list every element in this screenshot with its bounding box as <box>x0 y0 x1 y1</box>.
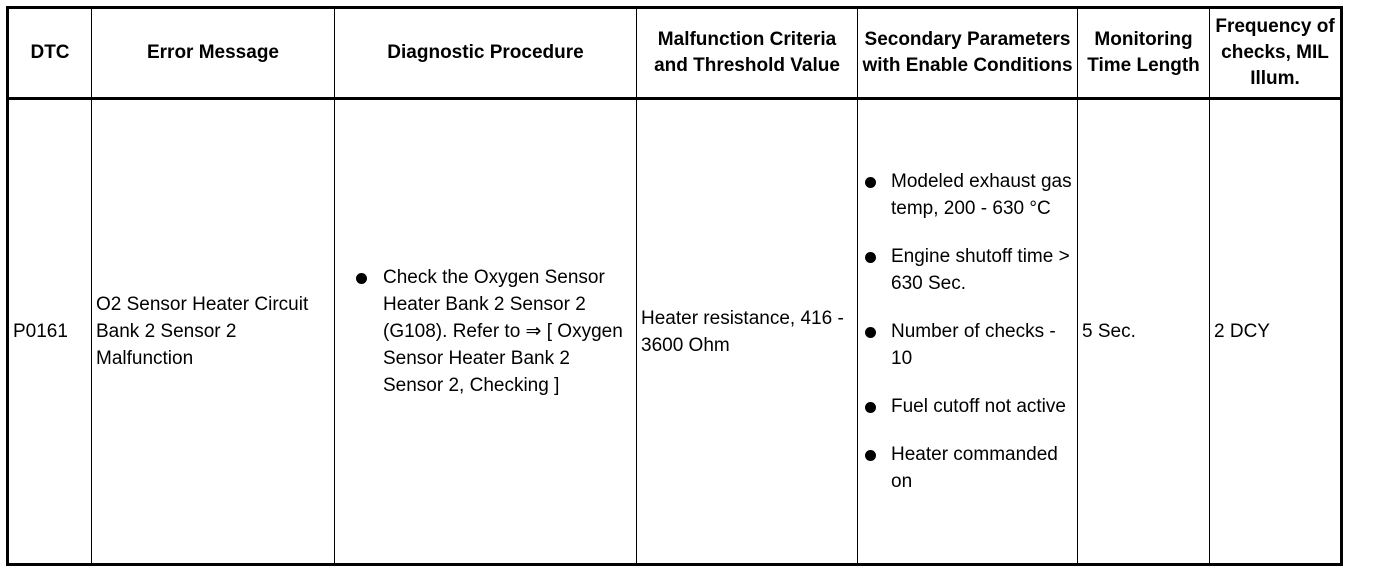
procedure-list <box>339 264 632 399</box>
cell-malfunction-criteria: Heater resistance, 416 - 3600 Ohm <box>637 99 858 565</box>
cell-diagnostic-procedure <box>335 99 637 565</box>
bullet-icon <box>865 252 876 263</box>
bullet-icon <box>865 177 876 188</box>
list-item <box>862 168 1073 222</box>
secondary-parameters-list <box>862 168 1073 495</box>
secondary-parameter-text: Fuel cutoff not active <box>891 396 1066 417</box>
list-item <box>862 393 1073 420</box>
dtc-table <box>6 6 1343 566</box>
header-malfunction-criteria: Malfunction Criteria and Threshold Value <box>637 8 858 99</box>
procedure-text: Check the Oxygen Sensor Heater Bank 2 Sensor 2 (G108). Refer to ⇒ [ Oxygen Sensor Heater Bank 2 Sensor 2, Checking ] <box>383 267 623 396</box>
cell-secondary-parameters <box>858 99 1078 565</box>
cell-error-message: O2 Sensor Heater Circuit Bank 2 Sensor 2 Malfunction <box>92 99 335 565</box>
secondary-parameter-text: Modeled exhaust gas temp, 200 - 630 °C <box>891 171 1072 219</box>
header-row <box>8 8 1342 99</box>
header-secondary-parameters: Secondary Parameters with Enable Conditions <box>858 8 1078 99</box>
bullet-icon <box>865 402 876 413</box>
table-row <box>8 99 1342 565</box>
list-item <box>862 318 1073 372</box>
table-body <box>8 99 1342 565</box>
cell-monitoring-time: 5 Sec. <box>1078 99 1210 565</box>
secondary-parameter-text: Engine shutoff time > 630 Sec. <box>891 246 1070 294</box>
bullet-icon <box>865 450 876 461</box>
bullet-icon <box>356 273 367 284</box>
header-frequency: Frequency of checks, MIL Illum. <box>1210 8 1342 99</box>
header-error-message: Error Message <box>92 8 335 99</box>
secondary-parameter-text: Number of checks - 10 <box>891 321 1056 369</box>
list-item <box>862 243 1073 297</box>
list-item <box>862 441 1073 495</box>
bullet-icon <box>865 327 876 338</box>
cell-dtc: P0161 <box>8 99 92 565</box>
secondary-parameter-text: Heater commanded on <box>891 444 1058 492</box>
procedure-item <box>339 264 632 399</box>
table-header <box>8 8 1342 99</box>
cell-frequency: 2 DCY <box>1210 99 1342 565</box>
header-monitoring-time: Monitoring Time Length <box>1078 8 1210 99</box>
header-diagnostic-procedure: Diagnostic Procedure <box>335 8 637 99</box>
header-dtc: DTC <box>8 8 92 99</box>
